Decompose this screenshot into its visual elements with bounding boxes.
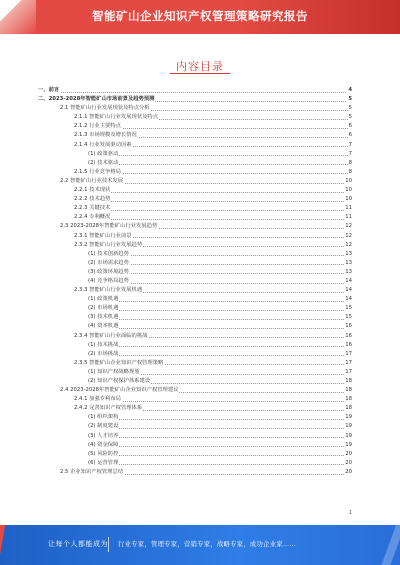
toc-entry-label: (2) 知识产权保护体系建设 [88, 377, 151, 386]
toc-entry[interactable] [38, 168, 352, 177]
toc-entry-page: 20 [344, 468, 352, 477]
toc-heading-underline [170, 73, 230, 74]
toc-entry[interactable] [38, 286, 352, 295]
toc-entry-label: (3) 政策环境趋势 [88, 268, 130, 277]
toc-entry-label: (2) 市场挑战 [88, 350, 119, 359]
toc-entry-page: 16 [344, 341, 352, 350]
toc-entry-page: 17 [344, 368, 352, 377]
toc-leader-dots [88, 310, 348, 311]
toc-entry-page: 5 [348, 104, 352, 113]
report-title: 智能矿山企业知识产权管理策略研究报告 [92, 9, 308, 23]
toc-entry-page: 10 [344, 186, 352, 195]
toc-entry[interactable] [38, 86, 352, 95]
toc-entry[interactable] [38, 468, 352, 477]
toc-entry[interactable] [38, 404, 352, 413]
toc-leader-dots [38, 92, 348, 93]
toc-leader-dots [88, 155, 348, 156]
toc-entry-page: 18 [344, 404, 352, 413]
toc-leader-dots [88, 301, 348, 302]
toc-leader-dots [74, 210, 348, 211]
toc-entry-page: 6 [348, 122, 352, 131]
toc-entry-label: 2.2 智能矿山行业技术发展 [60, 177, 124, 186]
toc-entry-label: (2) 制度建设 [88, 422, 119, 431]
toc-entry[interactable] [38, 295, 352, 304]
toc-entry[interactable] [38, 277, 352, 286]
toc-entry-page: 19 [344, 441, 352, 450]
toc-entry-page: 10 [344, 177, 352, 186]
footer-divider [108, 537, 109, 552]
toc-entry-page: 14 [344, 277, 352, 286]
toc-entry[interactable] [38, 159, 352, 168]
toc-entry[interactable] [38, 186, 352, 195]
toc-entry-label: 2.4.1 加强专利布局 [74, 395, 122, 404]
toc-entry-label: 2.3.1 智能矿山行业前景 [74, 232, 133, 241]
toc-entry-label: 2.2.3 关键技术 [74, 204, 111, 213]
toc-entry-page: 18 [344, 395, 352, 404]
toc-entry-label: (3) 人才培养 [88, 432, 119, 441]
toc-entry[interactable] [38, 131, 352, 140]
toc-entry-label: 2.5 企业知识产权管理总结 [60, 468, 124, 477]
toc-entry[interactable] [38, 313, 352, 322]
toc-entry[interactable] [38, 304, 352, 313]
toc-entry-label: (1) 政策机遇 [88, 295, 119, 304]
toc-entry-label: 2.1.1 智能矿山行业发展现状及特点 [74, 113, 159, 122]
toc-entry-label: (2) 市场需求趋势 [88, 259, 130, 268]
toc-entry[interactable] [38, 395, 352, 404]
toc-entry[interactable] [38, 332, 352, 341]
toc-heading-text: 内容目录 [176, 60, 224, 73]
toc-leader-dots [88, 346, 348, 347]
toc-entry[interactable] [38, 195, 352, 204]
toc-entry-page: 17 [344, 350, 352, 359]
page-footer [0, 525, 400, 565]
toc-entry-label: 2.3 2023-2028年智能矿山行业发展趋势 [60, 222, 158, 231]
toc-entry-page: 4 [347, 86, 352, 95]
toc-leader-dots [88, 437, 348, 438]
toc-leader-dots [88, 428, 348, 429]
toc-entry-label: (1) 技术创新趋势 [88, 250, 130, 259]
toc-entry-page: 14 [344, 295, 352, 304]
toc-entry-page: 8 [348, 159, 352, 168]
toc-heading [0, 58, 400, 74]
toc-entry-page: 5 [348, 113, 352, 122]
toc-entry-label: (4) 资金保障 [88, 441, 119, 450]
toc-entry-page: 12 [344, 232, 352, 241]
toc-entry-page: 19 [344, 413, 352, 422]
toc-entry-page: 18 [344, 377, 352, 386]
toc-entry-page: 6 [348, 131, 352, 140]
toc-entry-page: 13 [344, 268, 352, 277]
toc-entry-label: 2.3.3 智能矿山行业发展机遇 [74, 286, 143, 295]
toc-entry-label: (1) 知识产权战略规划 [88, 368, 141, 377]
toc-entry[interactable] [38, 232, 352, 241]
toc-entry-page: 11 [344, 213, 352, 222]
toc-entry-label: 2.4.2 完善知识产权管理体系 [74, 404, 143, 413]
toc-entry-page: 19 [344, 432, 352, 441]
toc-leader-dots [88, 355, 348, 356]
toc-entry[interactable] [38, 441, 352, 450]
toc-entry-label: (2) 技术驱动 [88, 159, 119, 168]
toc-entry[interactable] [38, 241, 352, 250]
toc-entry-page: 15 [344, 304, 352, 313]
toc-entry-page: 8 [348, 168, 352, 177]
toc-entry[interactable] [38, 341, 352, 350]
toc-entry-page: 7 [348, 141, 352, 150]
toc-entry-page: 13 [344, 250, 352, 259]
toc-entry-label: 2.2.2 技术趋势 [74, 195, 111, 204]
toc-entry-label: 2.3.5 智能矿山企业知识产权管理策略 [74, 359, 164, 368]
toc-entry-label: 2.1 智能矿山行业发展现状及特点分析 [60, 104, 151, 113]
toc-entry-label: 2.3.2 智能矿山行业发展趋势 [74, 241, 143, 250]
toc-entry[interactable] [38, 322, 352, 331]
toc-entry-label: 2.4 2023-2028年智能矿山企业知识产权管理建议 [60, 386, 179, 395]
toc-entry[interactable] [38, 350, 352, 359]
toc-entry[interactable] [38, 177, 352, 186]
footer-tagline: 行业专家，管理专家，营销专家，战略专家，成功企业家…… [118, 541, 297, 548]
toc-leader-dots [88, 464, 348, 465]
toc-entry-label: (1) 政策驱动 [88, 150, 119, 159]
toc-entry-label: (5) 风险防控 [88, 450, 119, 459]
toc-entry-label: (3) 技术机遇 [88, 313, 119, 322]
toc-entry-label: 2.1.2 行业主要特点 [74, 122, 122, 131]
toc-entry-label: 二、2023-2028年智能矿山市场前景及趋势预测 [38, 95, 155, 104]
toc-entry[interactable] [38, 259, 352, 268]
toc-entry[interactable] [38, 250, 352, 259]
toc-leader-dots [74, 219, 348, 220]
toc-entry-page: 13 [344, 259, 352, 268]
toc-entry[interactable] [38, 386, 352, 395]
toc-leader-dots [88, 455, 348, 456]
toc-entry[interactable] [38, 422, 352, 431]
toc-entry-page: 20 [344, 450, 352, 459]
toc-entry-page: 11 [344, 204, 352, 213]
toc-entry[interactable] [38, 204, 352, 213]
toc-entry-label: 2.1.4 行业发展驱动因素 [74, 141, 133, 150]
toc-entry[interactable] [38, 359, 352, 368]
toc-leader-dots [88, 419, 348, 420]
toc-entry[interactable] [38, 141, 352, 150]
toc-leader-dots [88, 319, 348, 320]
toc-entry-label: 一、前言 [38, 86, 60, 95]
toc-entry-label: 2.2.4 专利概况 [74, 213, 111, 222]
toc-leader-dots [88, 164, 348, 165]
toc-leader-dots [88, 446, 348, 447]
toc-entry-label: 2.1.3 市场规模及增长情况 [74, 131, 138, 140]
toc-entry-page: 16 [344, 332, 352, 341]
toc-entry-label: (4) 资本机遇 [88, 322, 119, 331]
toc-entry-page: 20 [344, 459, 352, 468]
page-number: 1 [348, 510, 352, 516]
toc-entry-page: 7 [348, 150, 352, 159]
toc-entry-label: (6) 运营管理 [88, 459, 119, 468]
toc-leader-dots [74, 192, 348, 193]
toc-entry-page: 15 [344, 313, 352, 322]
toc-entry[interactable] [38, 368, 352, 377]
toc-entry-page: 16 [344, 322, 352, 331]
toc-entry[interactable] [38, 222, 352, 231]
toc-entry-page: 12 [344, 241, 352, 250]
toc-entry-label: (1) 组织架构 [88, 413, 119, 422]
toc-entry[interactable] [38, 268, 352, 277]
toc-entry-page: 18 [344, 386, 352, 395]
toc-entry[interactable] [38, 95, 352, 104]
toc-entry[interactable] [38, 213, 352, 222]
footer-decoration-left [0, 525, 12, 565]
toc-entry-page: 12 [344, 222, 352, 231]
table-of-contents [38, 86, 352, 477]
toc-leader-dots [74, 201, 348, 202]
toc-entry-page: 5 [347, 95, 352, 104]
toc-entry-label: (4) 竞争格局趋势 [88, 277, 130, 286]
toc-entry-page: 10 [344, 195, 352, 204]
toc-entry-page: 14 [344, 286, 352, 295]
footer-slogan: 让每个人都能成为 [48, 540, 108, 548]
toc-entry[interactable] [38, 104, 352, 113]
toc-entry[interactable] [38, 113, 352, 122]
toc-entry-label: (1) 技术挑战 [88, 341, 119, 350]
toc-entry[interactable] [38, 432, 352, 441]
toc-entry[interactable] [38, 459, 352, 468]
toc-entry[interactable] [38, 150, 352, 159]
toc-entry-label: 2.3.4 智能矿山行业面临的挑战 [74, 332, 148, 341]
toc-leader-dots [88, 328, 348, 329]
toc-entry[interactable] [38, 450, 352, 459]
page-header [0, 0, 400, 34]
toc-entry-label: 2.2.1 技术现状 [74, 186, 111, 195]
toc-entry-label: 2.1.5 行业竞争格局 [74, 168, 122, 177]
toc-entry[interactable] [38, 122, 352, 131]
footer-decoration-right [378, 525, 400, 565]
toc-entry-page: 17 [344, 359, 352, 368]
toc-entry-label: (2) 市场机遇 [88, 304, 119, 313]
toc-entry[interactable] [38, 413, 352, 422]
toc-entry-page: 19 [344, 422, 352, 431]
toc-entry[interactable] [38, 377, 352, 386]
